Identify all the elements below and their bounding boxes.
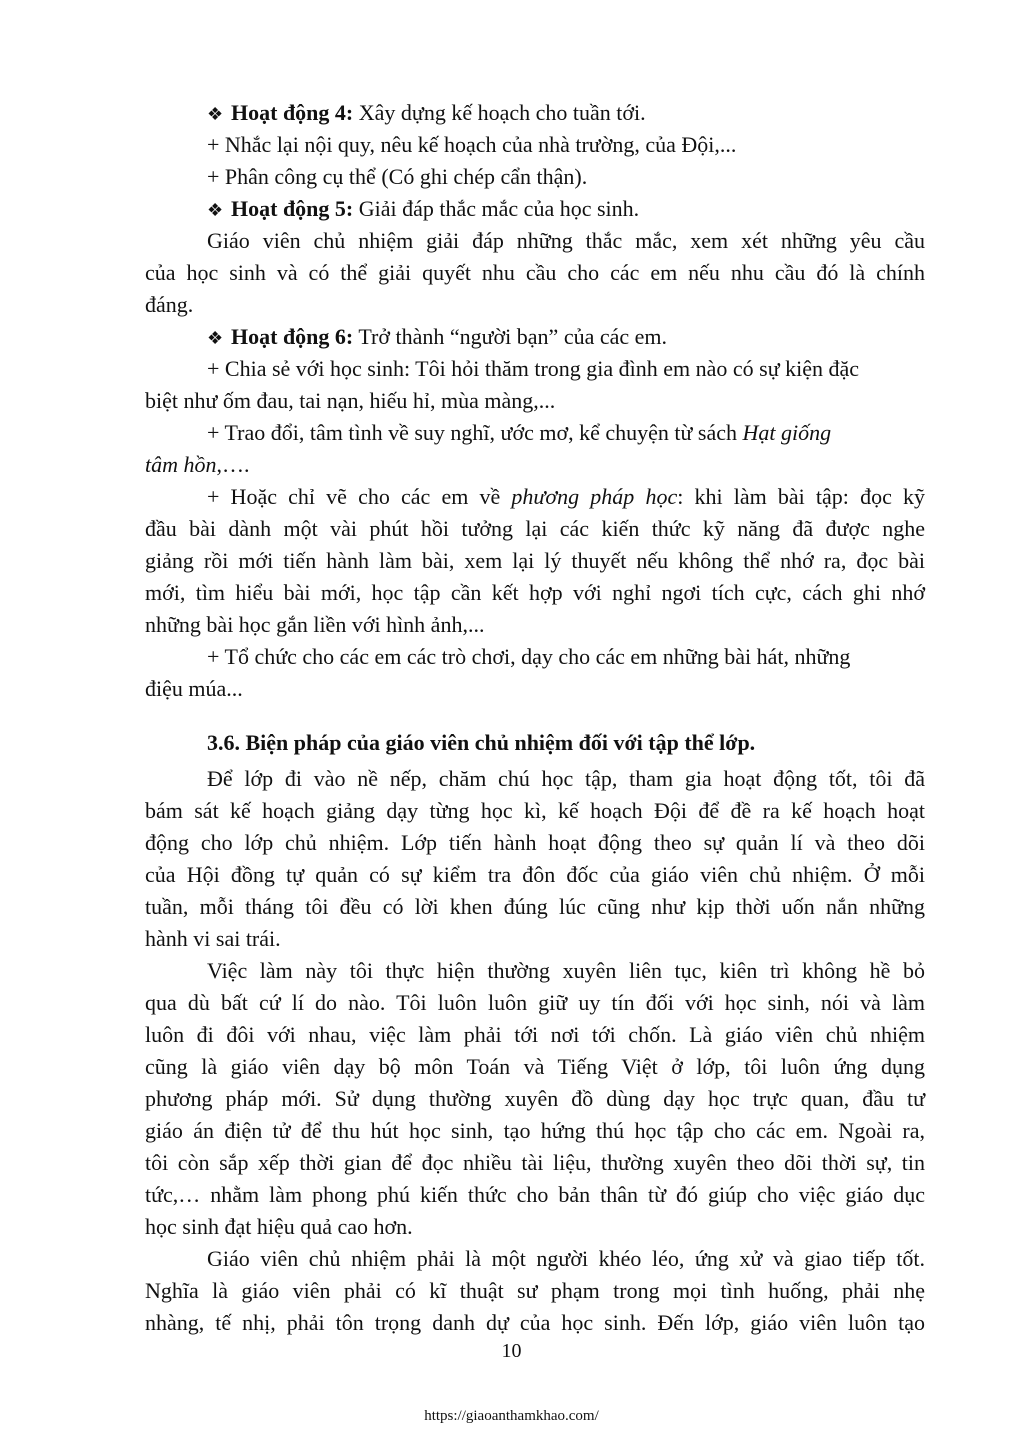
activity-label: Hoạt động 6: — [231, 324, 354, 349]
page-number: 10 — [501, 1340, 522, 1362]
diamond-bullet-icon: ❖ — [207, 328, 224, 348]
text-line — [145, 353, 925, 385]
line-text: phương pháp mới. Sử dụng thường xuyên đồ dùng dạy học trực quan, đầu tư — [145, 1086, 925, 1111]
line-text: tức,… nhằm làm phong phú kiến thức cho bản thân từ đó giúp cho việc giáo dục — [145, 1182, 925, 1207]
text-line — [145, 1211, 925, 1243]
text-line — [145, 321, 925, 353]
text-line — [145, 513, 925, 545]
text-line — [145, 417, 925, 449]
text-line — [145, 955, 925, 987]
text-line — [145, 257, 925, 289]
line-text: Giáo viên chủ nhiệm phải là một người khéo léo, ứng xử và giao tiếp tốt. — [207, 1246, 925, 1271]
text-line — [145, 1051, 925, 1083]
line-text: luôn đi đôi với nhau, việc làm phải tới nơi tới chốn. Là giáo viên chủ nhiệm — [145, 1022, 925, 1047]
activity-label: Hoạt động 4: — [231, 100, 354, 125]
line-text: đáng. — [145, 292, 194, 317]
line-text: biệt như ốm đau, tai nạn, hiếu hỉ, mùa màng,... — [145, 388, 556, 413]
line-text: + Hoặc chỉ vẽ cho các em về — [207, 484, 512, 509]
footer-url: https://giaoanthamkhao.com/ — [424, 1408, 599, 1424]
line-text: đầu bài dành một vài phút hồi tưởng lại các kiến thức kỹ năng đã được nghe — [145, 516, 925, 541]
line-text: + Chia sẻ với học sinh: Tôi hỏi thăm trong gia đình em nào có sự kiện đặc — [207, 356, 860, 381]
line-text: tôi còn sắp xếp thời gian để đọc nhiều tài liệu, thường xuyên theo dõi thời sự, tin — [145, 1150, 925, 1175]
text-line — [145, 609, 925, 641]
text-line — [145, 97, 925, 129]
activity-text: Xây dựng kế hoạch cho tuần tới. — [353, 100, 646, 125]
line-text: + Nhắc lại nội quy, nêu kế hoạch của nhà trường, của Đội,... — [207, 132, 737, 157]
text-line — [145, 891, 925, 923]
text-line — [145, 1307, 925, 1339]
diamond-bullet-icon: ❖ — [207, 104, 224, 124]
document-body — [145, 97, 925, 1339]
text-line — [145, 545, 925, 577]
text-line — [145, 1115, 925, 1147]
line-text: học sinh đạt hiệu quả cao hơn. — [145, 1214, 413, 1239]
book-title-italic: Hạt giống — [742, 420, 832, 445]
text-line — [145, 1275, 925, 1307]
text-line — [145, 289, 925, 321]
text-line — [145, 1147, 925, 1179]
text-line — [145, 449, 925, 481]
text-line — [145, 1179, 925, 1211]
line-text: điệu múa... — [145, 676, 243, 701]
text-line — [145, 1083, 925, 1115]
line-text: ,…. — [216, 452, 250, 477]
line-text: giáo án điện tử để thu hút học sinh, tạo hứng thú học tập cho các em. Ngoài ra, — [145, 1118, 925, 1143]
text-line — [145, 193, 925, 225]
diamond-bullet-icon: ❖ — [207, 200, 224, 220]
activity-label: Hoạt động 5: — [231, 196, 354, 221]
line-text: tuần, mỗi tháng tôi đều có lời khen đúng lúc cũng như kịp thời uốn nắn những — [145, 894, 925, 919]
line-text: + Tổ chức cho các em các trò chơi, dạy cho các em những bài hát, những — [207, 644, 851, 669]
line-text: + Trao đổi, tâm tình về suy nghĩ, ước mơ, kể chuyện từ sách — [207, 420, 743, 445]
text-line — [145, 1243, 925, 1275]
text-line — [145, 129, 925, 161]
line-text: Việc làm này tôi thực hiện thường xuyên liên tục, kiên trì không hề bỏ — [207, 958, 925, 983]
line-text: động cho lớp chủ nhiệm. Lớp tiến hành hoạt động theo sự quản lí và theo dõi — [145, 830, 925, 855]
section-heading: 3.6. Biện pháp của giáo viên chủ nhiệm đối với tập thể lớp. — [207, 730, 756, 755]
text-line — [145, 987, 925, 1019]
text-line — [145, 1019, 925, 1051]
text-line — [145, 641, 925, 673]
text-line — [145, 859, 925, 891]
section-spacer — [145, 705, 925, 727]
line-text: giảng rồi mới tiến hành làm bài, xem lại lý thuyết nếu không thể nhớ ra, đọc bài — [145, 548, 925, 573]
activity-text: Giải đáp thắc mắc của học sinh. — [353, 196, 640, 221]
line-text: Giáo viên chủ nhiệm giải đáp những thắc mắc, xem xét những yêu cầu — [207, 228, 925, 253]
method-italic: phương pháp học — [511, 484, 678, 509]
book-title-italic: tâm hồn — [145, 452, 217, 477]
line-text: mới, tìm hiểu bài mới, học tập cần kết hợp với nghỉ ngơi tích cực, cách ghi nhớ — [145, 580, 925, 605]
line-text: : khi làm bài tập: đọc kỹ — [677, 484, 925, 509]
line-text: bám sát kế hoạch giảng dạy từng học kì, kế hoạch Đội để đề ra kế hoạch hoạt — [145, 798, 925, 823]
line-text: nhàng, tế nhị, phải tôn trọng danh dự của học sinh. Đến lớp, giáo viên luôn tạo — [145, 1310, 925, 1335]
activity-text: Trở thành “người bạn” của các em. — [353, 324, 668, 349]
text-line — [145, 923, 925, 955]
line-text: + Phân công cụ thể (Có ghi chép cẩn thận). — [207, 164, 588, 189]
line-text: qua dù bất cứ lí do nào. Tôi luôn luôn giữ uy tín đối với học sinh, nói và làm — [145, 990, 925, 1015]
text-line — [145, 795, 925, 827]
text-line — [145, 161, 925, 193]
line-text: hành vi sai trái. — [145, 926, 281, 951]
line-text: của Hội đồng tự quản có sự kiểm tra đôn đốc của giáo viên chủ nhiệm. Ở mỗi — [145, 862, 925, 887]
text-line — [145, 225, 925, 257]
line-text: cũng là giáo viên dạy bộ môn Toán và Tiếng Việt ở lớp, tôi luôn ứng dụng — [145, 1054, 925, 1079]
text-line — [145, 827, 925, 859]
text-line — [145, 673, 925, 705]
text-line — [145, 577, 925, 609]
text-line — [145, 763, 925, 795]
line-text: của học sinh và có thể giải quyết nhu cầu cho các em nếu nhu cầu đó là chính — [145, 260, 925, 285]
line-text: Để lớp đi vào nề nếp, chăm chú học tập, tham gia hoạt động tốt, tôi đã — [207, 766, 925, 791]
text-line — [145, 385, 925, 417]
line-text: Nghĩa là giáo viên phải có kĩ thuật sư phạm trong mọi tình huống, phải nhẹ — [145, 1278, 925, 1303]
line-text: những bài học gắn liền với hình ảnh,... — [145, 612, 485, 637]
text-line — [145, 481, 925, 513]
